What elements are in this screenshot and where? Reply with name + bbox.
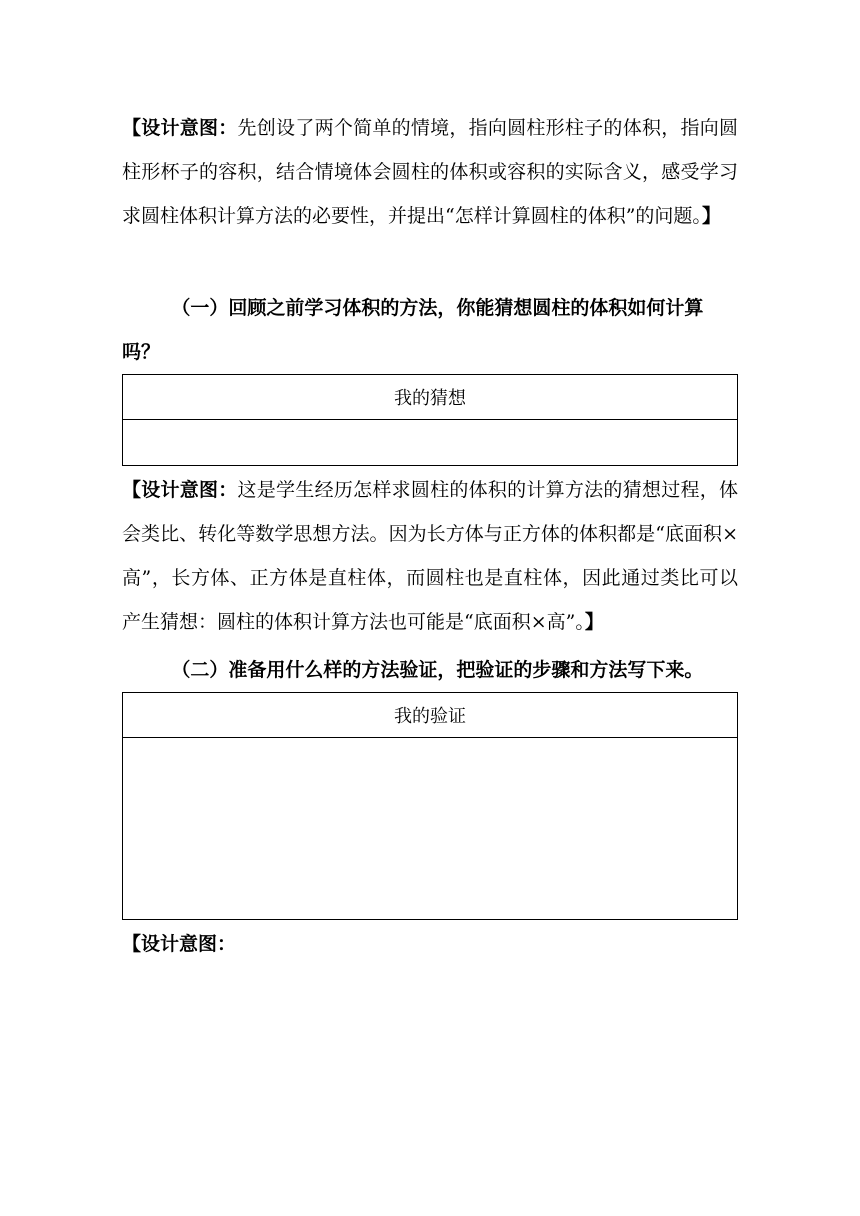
guess-table-header: 我的猜想 [123,375,738,420]
design-intent-label: 【设计意图： [122,117,238,139]
question-1: （一）回顾之前学习体积的方法，你能猜想圆柱的体积如何计算吗？ [122,297,704,363]
verification-table-header: 我的验证 [123,693,738,738]
verification-table [122,692,738,920]
design-intent-close: 】 [584,611,604,633]
design-intent-label: 【设计意图： [122,933,237,955]
guess-answer-area[interactable] [123,420,738,466]
design-intent-text: 这是学生经历怎样求圆柱的体积的计算方法的猜想过程，体会类比、转化等数学思想方法。因为长方体与正方体的体积都是“底面积×高”，长方体、正方体是直柱体，而圆柱也是直柱体，因此通过类比可以产生猜想：圆柱的体积计算方法也可能是“底面积×高”。 [122,479,738,633]
design-intent-label: 【设计意图： [122,479,238,501]
guess-table [122,374,738,466]
design-intent-close: 】 [701,205,721,227]
design-intent-paragraph-3 [122,922,738,966]
design-intent-text: 先创设了两个简单的情境，指向圆柱形柱子的体积，指向圆柱形杯子的容积，结合情境体会圆柱的体积或容积的实际含义，感受学习求圆柱体积计算方法的必要性，并提出“怎样计算圆柱的体积”的问题。 [122,117,738,227]
verification-answer-area[interactable] [123,738,738,920]
design-intent-paragraph-1 [122,106,738,238]
question-2: （二）准备用什么样的方法验证，把验证的步骤和方法写下来。 [171,659,704,681]
design-intent-paragraph-2 [122,468,738,644]
